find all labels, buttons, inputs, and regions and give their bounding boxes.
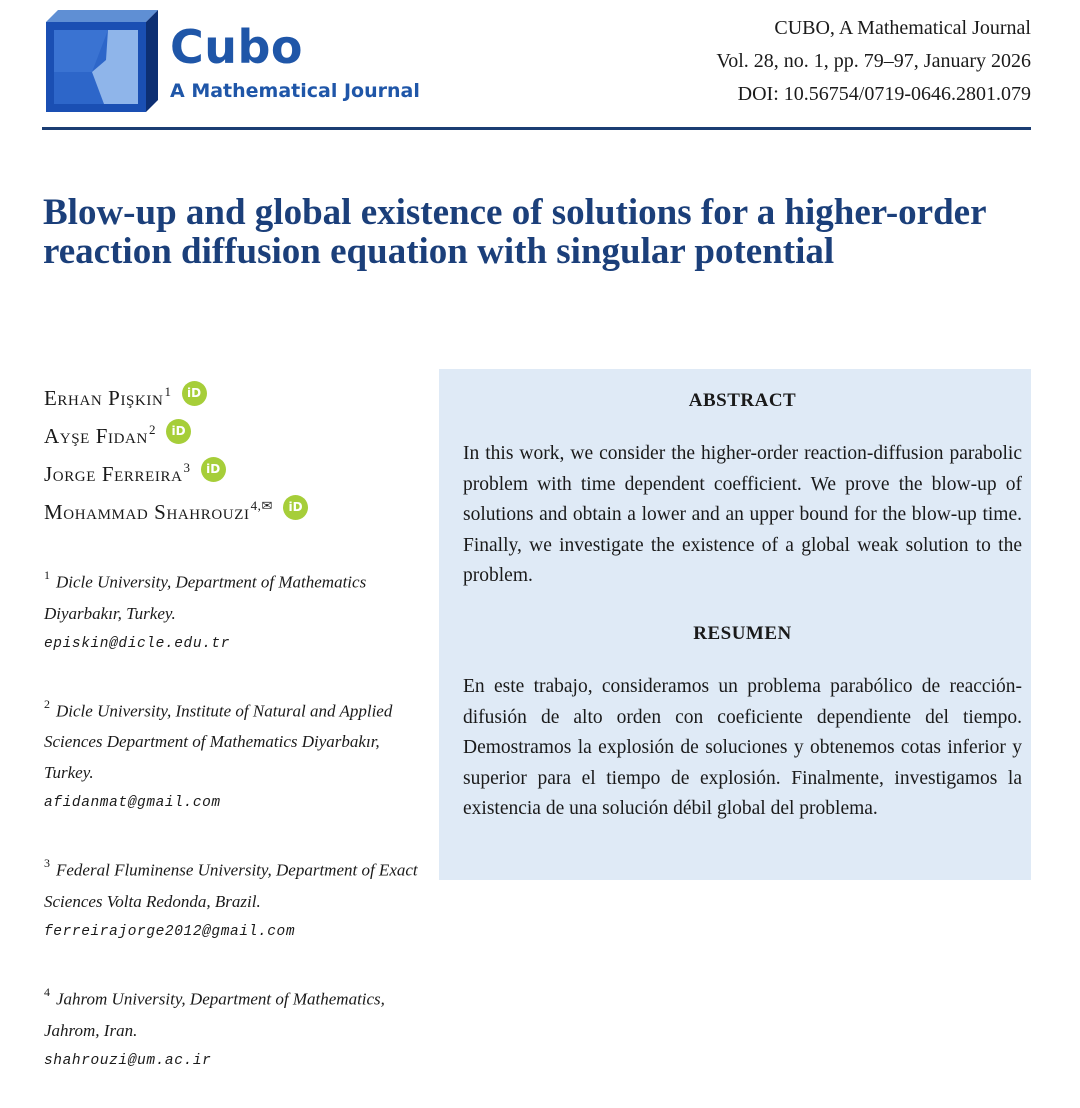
- affiliation-text: Federal Fluminense University, Department of Exact Sciences Volta Redonda, Brazil.: [44, 860, 418, 911]
- resumen-heading: RESUMEN: [693, 622, 792, 644]
- journal-title: CUBO, A Mathematical Journal: [774, 17, 1031, 39]
- author-list: [44, 379, 434, 531]
- orcid-icon[interactable]: iD: [166, 419, 191, 444]
- affiliation-number: 1: [44, 568, 50, 582]
- affiliation-list: [44, 562, 424, 1108]
- email-link[interactable]: afidanmat@gmail.com: [44, 795, 221, 812]
- affiliation-item: [44, 979, 424, 1077]
- logo-subtitle: A Mathematical Journal: [170, 80, 420, 102]
- affiliation-text: Dicle University, Department of Mathematics Diyarbakır, Turkey.: [44, 572, 367, 623]
- journal-logo: [46, 10, 426, 114]
- paper-title: Blow-up and global existence of solutions for a higher-order reaction diffusion equation with singular potential: [43, 192, 986, 272]
- author-name: Jorge Ferreira: [44, 461, 183, 486]
- affiliation-item: [44, 562, 424, 660]
- doi-link[interactable]: DOI: 10.56754/0719-0646.2801.079: [737, 83, 1031, 105]
- header-divider: [42, 127, 1031, 130]
- author-name: Ayşe Fidan: [44, 423, 148, 448]
- author-sup: 1: [164, 384, 172, 399]
- author-item: [44, 379, 434, 417]
- email-link[interactable]: shahrouzi@um.ac.ir: [44, 1052, 212, 1069]
- cube-logo-icon: [46, 10, 164, 112]
- affiliation-item: [44, 850, 424, 948]
- abstract-box: [439, 369, 1031, 880]
- author-sup: 3: [183, 460, 191, 475]
- abstract-text: In this work, we consider the higher-order reaction-diffusion parabolic problem with time dependent coefficient. We prove the blow-up of solutions and obtain a lower and an upper bound for the blow-up time. Finally, we investigate the existence of a global weak solution to the problem.: [463, 443, 1022, 587]
- affiliation-text: Jahrom University, Department of Mathematics, Jahrom, Iran.: [44, 989, 385, 1040]
- email-link[interactable]: episkin@dicle.edu.tr: [44, 635, 231, 652]
- affiliation-number: 2: [44, 696, 50, 711]
- abstract-heading: ABSTRACT: [688, 390, 797, 411]
- author-name: Mohammad Shahrouzi: [44, 499, 250, 524]
- affiliation-text: Dicle University, Institute of Natural and Applied Sciences Department of Mathematics Diyarbakır, Turkey.: [44, 701, 393, 783]
- author-sup: 2: [148, 422, 157, 437]
- orcid-icon[interactable]: iD: [283, 495, 308, 520]
- journal-info: [716, 12, 1031, 111]
- logo-name: Cubo: [170, 20, 304, 74]
- orcid-icon[interactable]: iD: [201, 457, 226, 482]
- orcid-icon[interactable]: iD: [182, 381, 207, 406]
- email-link[interactable]: ferreirajorge2012@gmail.com: [44, 923, 296, 940]
- author-item: [44, 493, 434, 531]
- author-item: [44, 455, 434, 493]
- author-name: Erhan Pişkin: [44, 385, 164, 410]
- volume-line: Vol. 28, no. 1, pp. 79–97, January 2026: [716, 50, 1031, 72]
- affiliation-number: 4: [44, 984, 50, 999]
- affiliation-item: [44, 691, 424, 820]
- author-item: [44, 417, 434, 455]
- affiliation-number: 3: [44, 856, 50, 871]
- author-sup: 4,✉: [250, 498, 274, 513]
- resumen-text: En este trabajo, consideramos un problema parabólico de reacción-difusión de alto orden con coeficiente dependiente del tiempo. Demostramos la explosión de soluciones y obtenemos cotas inferior y superior para el tiempo de explosión. Finalmente, investigamos la existencia de una solución débil global del problema.: [463, 675, 1022, 820]
